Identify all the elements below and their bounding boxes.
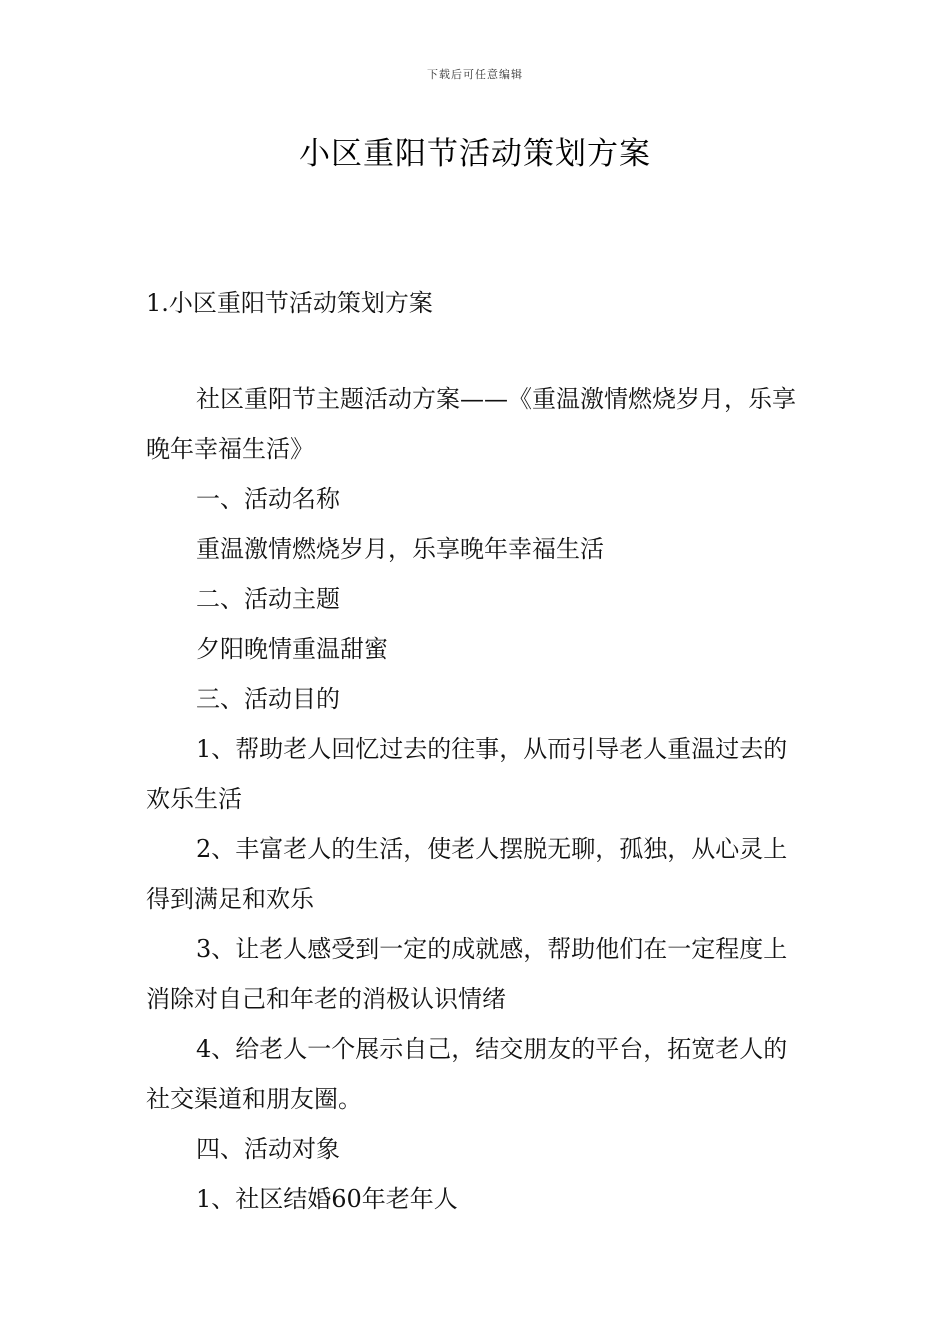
paragraph: 社区重阳节主题活动方案——《重温激情燃烧岁月，乐享晚年幸福生活》 (146, 385, 796, 463)
header-note: 下载后可任意编辑 (427, 68, 523, 81)
paragraph: 1、帮助老人回忆过去的往事，从而引导老人重温过去的欢乐生活 (146, 735, 788, 813)
section-heading: 1.小区重阳节活动策划方案 (146, 289, 433, 317)
paragraph: 四、活动对象 (196, 1135, 340, 1163)
document-title: 小区重阳节活动策划方案 (299, 136, 651, 172)
paragraph: 三、活动目的 (196, 685, 340, 713)
paragraph: 夕阳晚情重温甜蜜 (196, 635, 388, 663)
paragraph: 2、丰富老人的生活，使老人摆脱无聊，孤独，从心灵上得到满足和欢乐 (146, 835, 788, 913)
paragraph: 二、活动主题 (196, 585, 340, 613)
paragraph: 3、让老人感受到一定的成就感，帮助他们在一定程度上消除对自己和年老的消极认识情绪 (146, 935, 788, 1013)
paragraph: 一、活动名称 (196, 485, 340, 513)
document-body (146, 374, 811, 1224)
paragraph: 重温激情燃烧岁月，乐享晚年幸福生活 (196, 535, 604, 563)
paragraph: 1、社区结婚60年老年人 (196, 1185, 458, 1213)
paragraph: 4、给老人一个展示自己，结交朋友的平台，拓宽老人的社交渠道和朋友圈。 (146, 1035, 788, 1113)
